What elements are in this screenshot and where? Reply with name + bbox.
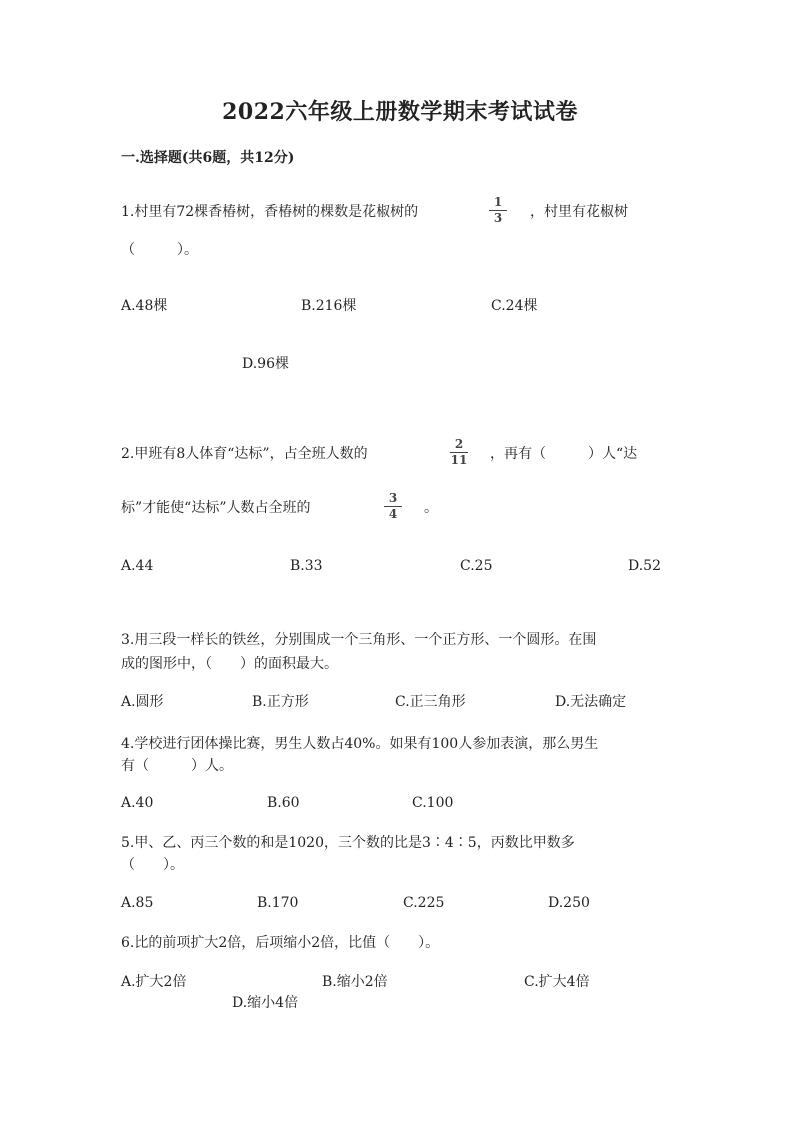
question-3-option-b: B.正方形	[252, 694, 309, 710]
question-2-line-2-end: 。	[424, 500, 438, 516]
question-6-option-d: D.缩小4倍	[232, 995, 299, 1011]
question-5-option-c: C.225	[403, 895, 445, 911]
question-1-option-b: B.216棵	[301, 298, 357, 314]
fraction-numerator: 3	[388, 491, 398, 505]
question-3-option-d: D.无法确定	[555, 694, 627, 710]
fraction-denominator: 3	[493, 211, 503, 225]
question-4-option-b: B.60	[267, 795, 300, 811]
page-title: 2022六年级上册数学期末考试试卷	[222, 99, 578, 125]
fraction-denominator: 4	[388, 507, 398, 521]
question-2-fraction-1	[447, 438, 471, 467]
question-4-option-c: C.100	[412, 795, 454, 811]
question-6-option-a: A.扩大2倍	[121, 974, 187, 990]
question-5-option-a: A.85	[121, 895, 154, 911]
question-5-line-2: （ ）。	[121, 857, 184, 873]
question-3-line-1: 3.用三段一样长的铁丝，分别围成一个三角形、一个正方形、一个圆形。在围	[121, 632, 597, 648]
question-1-text-after: ，村里有花椒树	[530, 204, 628, 220]
question-4-option-a: A.40	[121, 795, 154, 811]
question-6-option-c: C.扩大4倍	[524, 974, 590, 990]
question-1-option-d: D.96棵	[242, 356, 289, 372]
question-2-option-a: A.44	[121, 558, 154, 574]
question-5-option-b: B.170	[257, 895, 299, 911]
question-3-option-a: A.圆形	[121, 694, 164, 710]
fraction-numerator: 1	[493, 195, 503, 209]
question-5-option-d: D.250	[548, 895, 590, 911]
question-6-option-b: B.缩小2倍	[322, 974, 388, 990]
question-1-text: 1.村里有72棵香椿树，香椿树的棵数是花椒树的	[121, 204, 419, 220]
fraction-denominator: 11	[450, 453, 468, 467]
question-3-line-2: 成的图形中，（ ）的面积最大。	[121, 656, 338, 672]
question-1-fraction	[486, 196, 510, 225]
question-4-line-2: 有（ ）人。	[121, 758, 233, 774]
question-2-line-2: 标”才能使“达标”人数占全班的	[121, 500, 311, 516]
question-1-blank: （ ）。	[121, 242, 198, 258]
question-2-text: 2.甲班有8人体育“达标”，占全班人数的	[121, 446, 368, 462]
question-6-text: 6.比的前项扩大2倍，后项缩小2倍，比值（ ）。	[121, 935, 440, 951]
question-2-text-mid: ，再有（ ）人“达	[490, 446, 638, 462]
question-2-option-d: D.52	[628, 558, 661, 574]
question-1-option-c: C.24棵	[491, 298, 538, 314]
question-3-option-c: C.正三角形	[395, 694, 466, 710]
question-4-line-1: 4.学校进行团体操比赛，男生人数占40%。如果有100人参加表演，那么男生	[121, 736, 599, 752]
question-1-option-a: A.48棵	[121, 298, 168, 314]
question-2-option-b: B.33	[290, 558, 323, 574]
fraction-numerator: 2	[454, 437, 464, 451]
question-2-fraction-2	[381, 492, 405, 521]
question-5-line-1: 5.甲、乙、丙三个数的和是1020，三个数的比是3∶4∶5，丙数比甲数多	[121, 835, 575, 851]
question-2-option-c: C.25	[460, 558, 493, 574]
section-heading: 一.选择题(共6题，共12分)	[121, 150, 295, 166]
